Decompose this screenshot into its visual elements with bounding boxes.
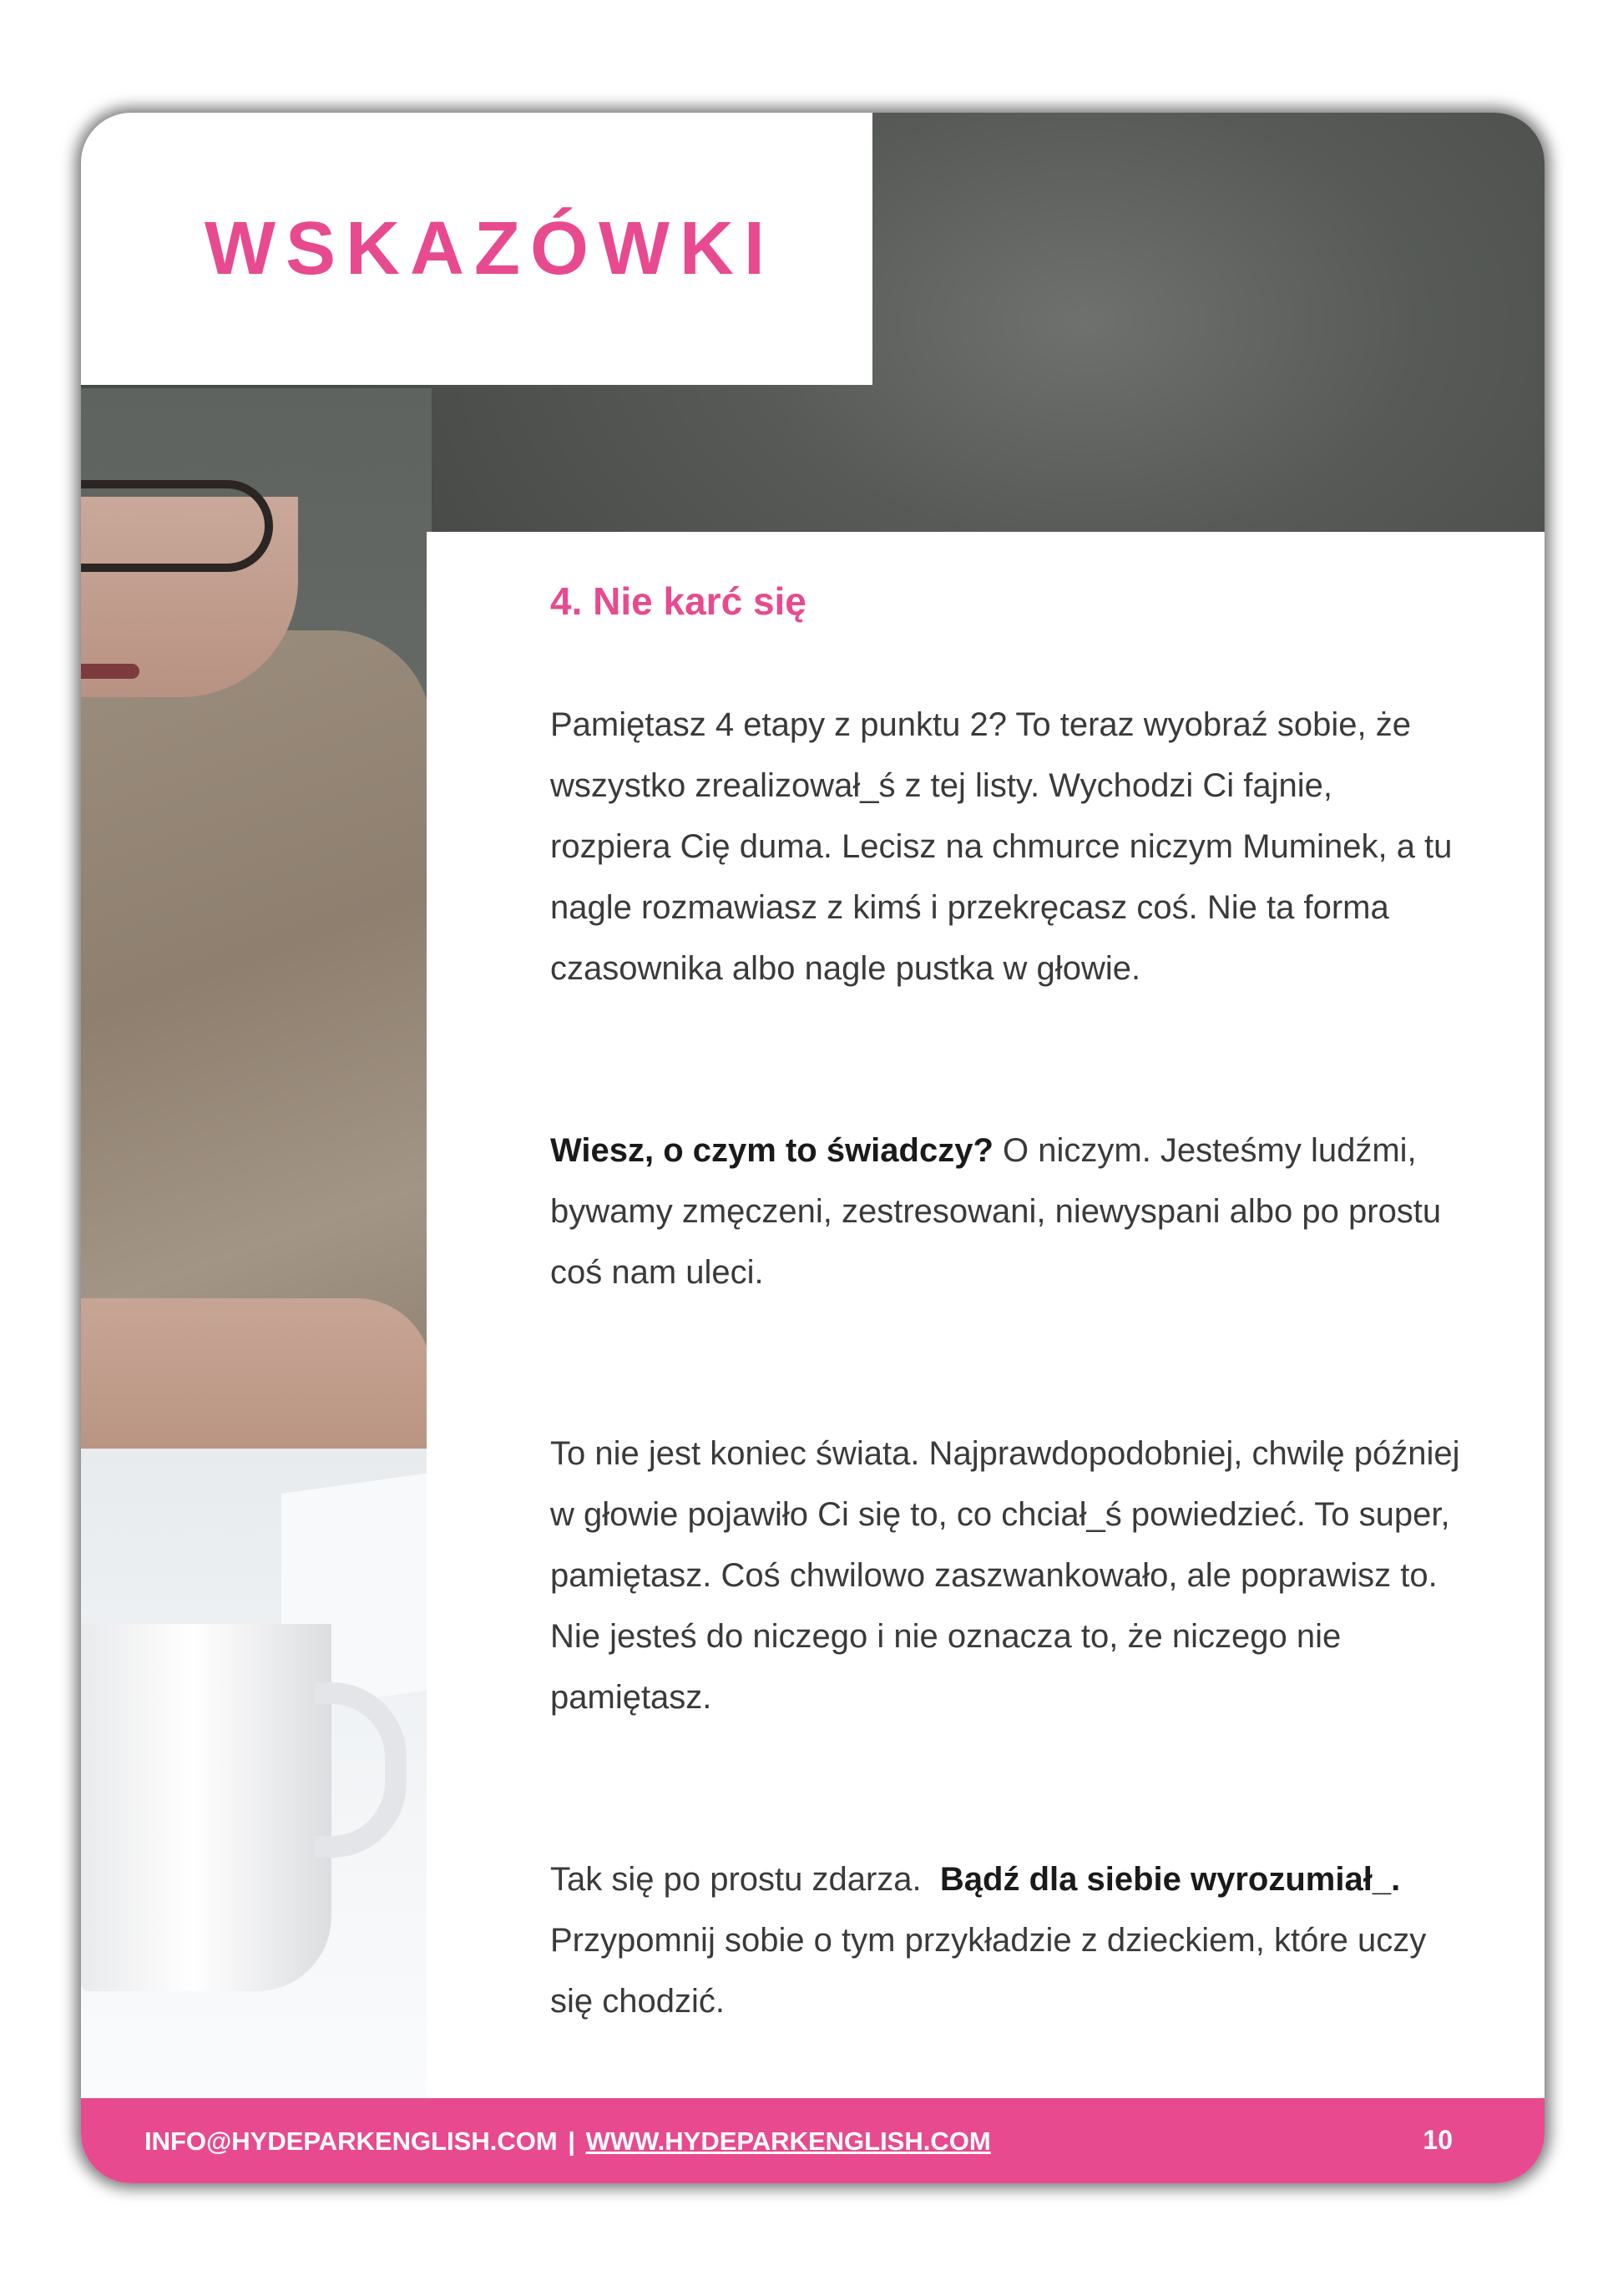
paragraph-3 xyxy=(550,1424,1460,1728)
paragraph-1 xyxy=(550,695,1460,999)
photo-lips xyxy=(81,664,139,679)
paragraph-text: Tak się po prostu zdarza. xyxy=(550,1861,940,1898)
footer-bar xyxy=(81,2098,1545,2183)
page-title: WSKAZÓWKI xyxy=(205,207,775,291)
footer-separator: | xyxy=(568,2127,575,2156)
paragraph-4 xyxy=(550,1849,1460,2032)
title-box xyxy=(81,113,872,385)
photo-mug xyxy=(81,1624,331,1991)
paragraph-text: Pamiętasz 4 etapy z punktu 2? To teraz wyobraź sobie, że wszystko zrealizował_ś z tej listy. Wychodzi Ci fajnie, rozpiera Cię duma. Lecisz na chmurce niczym Muminek, a tu nagle rozmawiasz z kimś i przekręcasz coś. Nie ta forma czasownika albo nagle pustka w głowie. xyxy=(550,706,1453,987)
paragraph-text: To nie jest koniec świata. Najprawdopodobniej, chwilę później w głowie pojawiło Ci się to, co chciał_ś powiedzieć. To super, pamiętasz. Coś chwilowo zaszwankowało, ale poprawisz to. Nie jesteś do niczego i nie oznacza to, że niczego nie pamiętasz. xyxy=(550,1435,1460,1716)
paragraph-bold-text: Bądź dla siebie wyrozumiał_. xyxy=(939,1861,1401,1898)
photo-arm xyxy=(81,1298,432,1457)
document-page xyxy=(81,113,1545,2183)
footer-website-link[interactable]: WWW.HYDEPARKENGLISH.COM xyxy=(585,2127,991,2156)
page-number: 10 xyxy=(1423,2125,1453,2155)
paragraph-text: Przypomnij sobie o tym przykładzie z dzieckiem, które uczy się chodzić. xyxy=(550,1922,1427,2020)
section-heading: 4. Nie karć się xyxy=(550,579,806,623)
photo-glasses xyxy=(81,480,273,572)
paragraph-bold-text: Wiesz, o czym to świadczy? xyxy=(550,1132,994,1169)
footer-email-link[interactable]: INFO@HYDEPARKENGLISH.COM xyxy=(144,2127,558,2156)
content-box xyxy=(427,532,1545,2098)
paragraph-text: O niczym. Jesteśmy ludźmi, bywamy zmęczeni, zestresowani, niewyspani albo po prostu coś nam uleci. xyxy=(550,1132,1442,1291)
paragraph-2 xyxy=(550,1120,1460,1303)
footer-contact xyxy=(144,2128,991,2154)
